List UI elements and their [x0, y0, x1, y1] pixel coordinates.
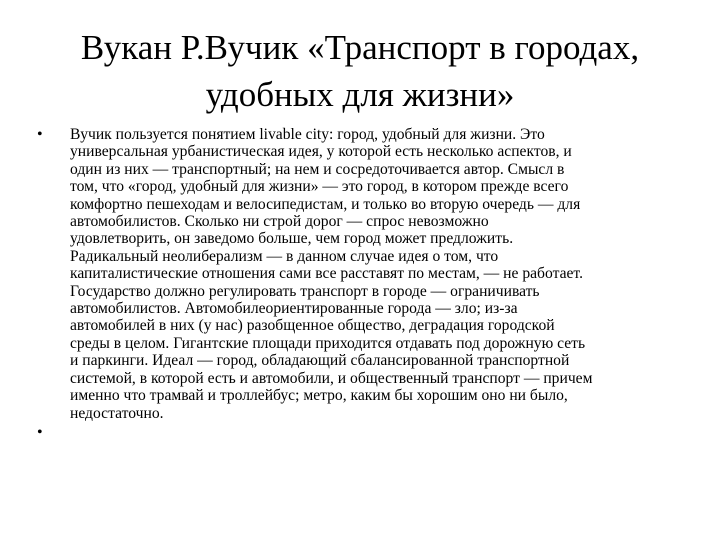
paragraph-line: удовлетворить, он заведомо больше, чем город может предложить.: [70, 230, 514, 248]
bullet-item-1: [0, 126, 680, 422]
slide-title-line-1: Вукан Р.Вучик «Транспорт в городах,: [80, 28, 640, 67]
bullet-marker: •: [37, 126, 43, 143]
paragraph-line: Государство должно регулировать транспорт в городе — ограничивать: [70, 282, 540, 300]
paragraph-line: комфортно пешеходам и велосипедистам, и только во вторую очередь — для: [70, 195, 581, 213]
paragraph-line: капиталистические отношения сами все расставят по местам, — не работает.: [70, 265, 583, 283]
paragraph-line: один из них — транспортный; на нем и сосредоточивается автор. Смысл в: [70, 160, 565, 178]
paragraph-line: среды в целом. Гигантские площади приходится отдавать под дорожную сеть: [70, 334, 586, 352]
bullet-list: [0, 126, 720, 442]
paragraph-line: Радикальный неолиберализм — в данном случае идея о том, что: [70, 247, 499, 265]
bullet-item-2: [0, 424, 680, 442]
paragraph-line: Вучик пользуется понятием livable city: город, удобный для жизни. Это: [70, 126, 545, 143]
paragraph-line: именно что трамвай и троллейбус; метро, каким бы хорошим оно ни было,: [70, 387, 568, 405]
slide-title: [40, 24, 680, 118]
paragraph-line: том, что «город, удобный для жизни» — это город, в котором прежде всего: [70, 178, 569, 196]
paragraph-line: автомобилистов. Автомобилеориентированные города — зло; из-за: [70, 300, 518, 318]
bullet-marker: •: [37, 423, 43, 441]
paragraph-line: недостаточно.: [70, 404, 164, 422]
paragraph-line: универсальная урбанистическая идея, у которой есть несколько аспектов, и: [70, 143, 572, 161]
paragraph-line: и паркинги. Идеал — город, обладающий сбалансированной транспортной: [70, 352, 570, 370]
paragraph-line: системой, в которой есть и автомобили, и общественный транспорт — причем: [70, 369, 593, 387]
paragraph-line: автомобилистов. Сколько ни строй дорог — спрос невозможно: [70, 213, 489, 231]
slide-title-line-2: удобных для жизни»: [205, 75, 515, 114]
paragraph-line: автомобилей в них (у нас) разобщенное общество, деградация городской: [70, 317, 555, 335]
